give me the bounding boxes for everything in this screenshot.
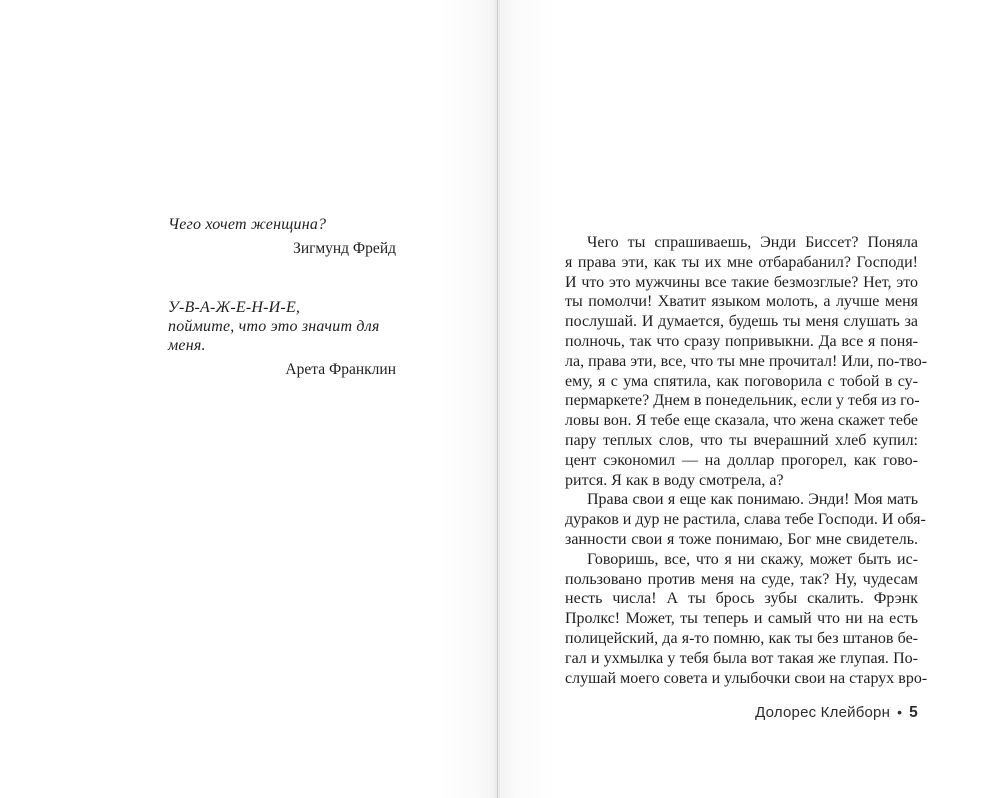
text-line: пользовано против меня на суде, так? Ну, чудесам xyxy=(565,570,918,588)
text-line: ты помолчи! Хватит языком молоть, а лучше меня xyxy=(565,293,918,311)
page-footer xyxy=(565,703,918,722)
book-spine-line xyxy=(497,0,498,798)
page-number: 5 xyxy=(909,704,918,721)
footer-bullet: • xyxy=(897,704,903,720)
text-line: несть числа! А ты брось зубы скалить. Фрэнк xyxy=(565,590,918,608)
text-line: гал и ухмылка у тебя была вот такая же глупая. По- xyxy=(565,649,918,667)
text-line: Говоришь, все, что я ни скажу, может быть ис- xyxy=(587,550,918,568)
epigraph-quote-line: поймите, что это значит для меня. xyxy=(168,318,380,354)
text-line: ла, права эти, все, что ты мне прочитал! Или, по-тво- xyxy=(565,352,928,370)
text-line: полицейский, да я-то помню, как ты без штанов бе- xyxy=(565,629,918,647)
text-line: пару теплых слов, что ты вчерашний хлеб купил: xyxy=(565,431,918,449)
epigraph-block xyxy=(168,215,396,379)
text-line: рится. Я как в воду смотрела, а? xyxy=(565,471,784,489)
text-line: цент сэкономил — на доллар прогорел, как гово- xyxy=(565,451,918,469)
text-line: слушай моего совета и улыбочки свои на старух вро- xyxy=(565,669,928,687)
epigraph xyxy=(168,215,396,258)
text-line: полночь, так что сразу попривыкни. Да все я поня- xyxy=(565,332,918,350)
text-line: ловы вон. Я тебе еще сказала, что жена скажет тебе xyxy=(565,412,918,430)
text-line: я права эти, как ты их мне отбарабанил? Господи! xyxy=(565,253,918,271)
text-line: Пролкс! Может, ты теперь и самый что ни на есть xyxy=(565,610,918,628)
running-title: Долорес Клейборн xyxy=(755,704,891,721)
text-line: послушай. И думается, будешь ты меня слушать за xyxy=(565,313,918,331)
epigraph-quote-line: Чего хочет женщина? xyxy=(168,216,327,233)
text-line: Права свои я еще как понимаю. Энди! Моя мать xyxy=(587,491,918,509)
text-line: пермаркете? Днем в понедельник, если у тебя из го- xyxy=(565,392,920,410)
body-text xyxy=(565,233,928,688)
epigraph-attribution: Зигмунд Фрейд xyxy=(293,240,396,257)
text-line: занности свои я тоже понимаю, Бог мне свидетель. xyxy=(565,530,918,548)
epigraph-quote-line: У-В-А-Ж-Е-Н-И-Е, xyxy=(168,299,301,316)
epigraph-attribution: Арета Франклин xyxy=(285,361,396,378)
text-line: И что это мужчины все такие безмозглые? Нет, это xyxy=(565,273,918,291)
text-line: ему, я с ума спятила, как поговорила с тобой в су- xyxy=(565,372,918,390)
book-spine-line-highlight xyxy=(499,0,500,798)
text-line: дураков и дур не растила, слава тебе Господи. И обя- xyxy=(565,511,926,529)
epigraph xyxy=(168,298,396,379)
text-line: Чего ты спрашиваешь, Энди Биссет? Поняла xyxy=(587,234,918,251)
